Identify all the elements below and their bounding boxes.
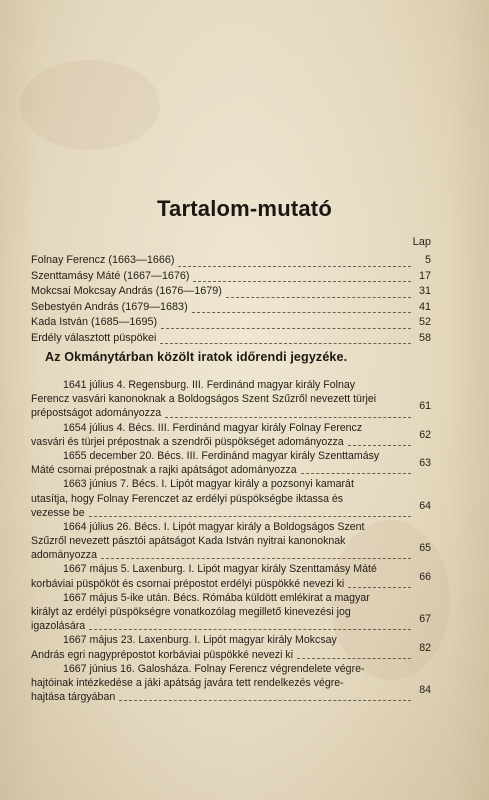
entry-text-line: korbáviai püspököt és csornai prépostot erdélyi püspökké nevezi ki [31, 577, 345, 590]
entry-text-line: Szűzről nevezett pásztói apátságot Kada István nyitrai kanonoknak [31, 535, 346, 548]
document-entry [31, 477, 431, 520]
page-column-header: Lap [412, 236, 431, 248]
entry-last-line [31, 400, 431, 420]
dot-leader [226, 296, 411, 298]
table-of-contents [31, 254, 431, 347]
entry-text-line: 1664 július 26. Bécs. I. Lipót magyar király a Boldogságos Szent [63, 520, 365, 533]
entry-page-number: 84 [419, 684, 431, 697]
entry-text-line: királyt az erdélyi püspökségre vonatkozólag megillető kinevezési jog [31, 606, 351, 618]
document-entry [31, 421, 431, 449]
toc-page-number: 31 [418, 285, 431, 297]
dot-leader [165, 417, 411, 418]
paper-stain [20, 60, 160, 150]
entry-page-number: 65 [419, 542, 431, 555]
entry-last-line [31, 457, 431, 477]
document-entry [31, 633, 431, 661]
entry-text-line: András egri nagyprépostot korbáviai püspökké nevezi ki [31, 648, 294, 661]
entry-last-line [31, 641, 431, 662]
dot-leader [178, 265, 411, 267]
entry-last-line [31, 499, 431, 520]
dot-leader [89, 629, 411, 630]
toc-row [31, 254, 431, 270]
dot-leader [348, 445, 411, 446]
toc-label: Kada István (1685—1695) [31, 316, 158, 328]
entry-text-line: igazolására [31, 620, 86, 633]
page-title: Tartalom-mutató [157, 196, 332, 221]
entry-last-line [31, 542, 431, 562]
entry-text-line: utasítja, hogy Folnay Ferenczet az erdélyi püspökségbe iktassa és [31, 492, 344, 505]
document-entry [31, 562, 431, 590]
toc-page-number: 17 [418, 269, 431, 282]
dot-leader [297, 658, 411, 659]
toc-label: Erdély választott püspökei [31, 331, 157, 344]
toc-label: Mokcsai Mokcsay András (1676—1679) [31, 285, 222, 297]
entry-text-line: prépostságot adományozza [31, 407, 162, 420]
toc-row [31, 285, 431, 301]
entry-last-line [31, 684, 431, 704]
entry-text-line: Ferencz vasvári kanonoknak a Boldogságos Szent Szűzről nevezett türjei [31, 393, 377, 406]
entry-text-line: 1667 május 5-ike után. Bécs. Rómába küldött emlékirat a magyar [63, 591, 370, 604]
entry-text-line: vezesse be [31, 506, 85, 519]
document-entry [31, 449, 431, 477]
entry-text-line: hajtása tárgyában [31, 691, 116, 704]
entry-last-line [31, 613, 431, 633]
entry-page-number: 67 [419, 613, 431, 626]
toc-label: Sebestyén András (1679—1683) [31, 300, 188, 313]
entry-text-line: vasvári és türjei prépostnak a szendrői püspökséget adományozza [31, 435, 344, 448]
entry-page-number: 62 [419, 428, 431, 441]
dot-leader [348, 587, 411, 588]
entry-text-line: 1663 június 7. Bécs. I. Lipót magyar király a pozsonyi kamarát [63, 478, 354, 491]
entry-text-line: 1667 június 16. Galosháza. Folnay Ferencz végrendelete végre- [63, 662, 365, 675]
toc-row [31, 301, 431, 317]
entry-page-number: 64 [419, 499, 431, 512]
entry-page-number: 61 [419, 400, 431, 413]
toc-label: Szenttamásy Máté (1667—1676) [31, 269, 190, 282]
dot-leader [192, 311, 411, 313]
toc-row [31, 332, 431, 348]
dot-leader [89, 516, 411, 517]
section-title: Az Okmánytárban közölt iratok időrendi jegyzéke. [45, 350, 348, 364]
dot-leader [160, 342, 411, 344]
entry-page-number: 82 [419, 641, 431, 654]
document-entry [31, 378, 431, 421]
entry-last-line [31, 570, 431, 591]
dot-leader [101, 558, 411, 559]
toc-page-number: 58 [418, 331, 431, 344]
entry-text-line: 1654 július 4. Bécs. III. Ferdinánd magyar király Folnay Ferencz [63, 421, 363, 434]
toc-page-number: 52 [418, 316, 431, 328]
entry-text-line: 1667 május 23. Laxenburg. I. Lipót magyar király Mokcsay [63, 634, 337, 647]
toc-row [31, 270, 431, 286]
toc-page-number: 5 [424, 254, 431, 266]
document-entry [31, 662, 431, 705]
entry-text-line: 1641 július 4. Regensburg. III. Ferdinánd magyar király Folnay [63, 379, 356, 391]
document-entry [31, 591, 431, 634]
document-entry [31, 520, 431, 563]
dot-leader [193, 280, 411, 282]
toc-page-number: 41 [418, 300, 431, 313]
toc-label: Folnay Ferencz (1663—1666) [31, 254, 175, 266]
entry-page-number: 63 [419, 457, 431, 470]
entry-last-line [31, 428, 431, 449]
dot-leader [119, 700, 411, 701]
dot-leader [161, 327, 411, 329]
entry-text-line: 1667 május 5. Laxenburg. I. Lipót magyar király Szenttamásy Máté [63, 563, 377, 576]
entry-text-line: hajtóinak intézkedése a jáki apátság javára tett rendelkezés végre- [31, 676, 344, 689]
entry-text-line: 1655 december 20. Bécs. III. Ferdinánd magyar király Szenttamásy [63, 449, 380, 462]
dot-leader [301, 473, 411, 474]
entry-page-number: 66 [419, 570, 431, 583]
document-list [31, 378, 431, 704]
entry-text-line: adományozza [31, 549, 97, 562]
entry-text-line: Máté csornai prépostnak a rajki apátságot adományozza [31, 464, 297, 477]
toc-row [31, 316, 431, 332]
